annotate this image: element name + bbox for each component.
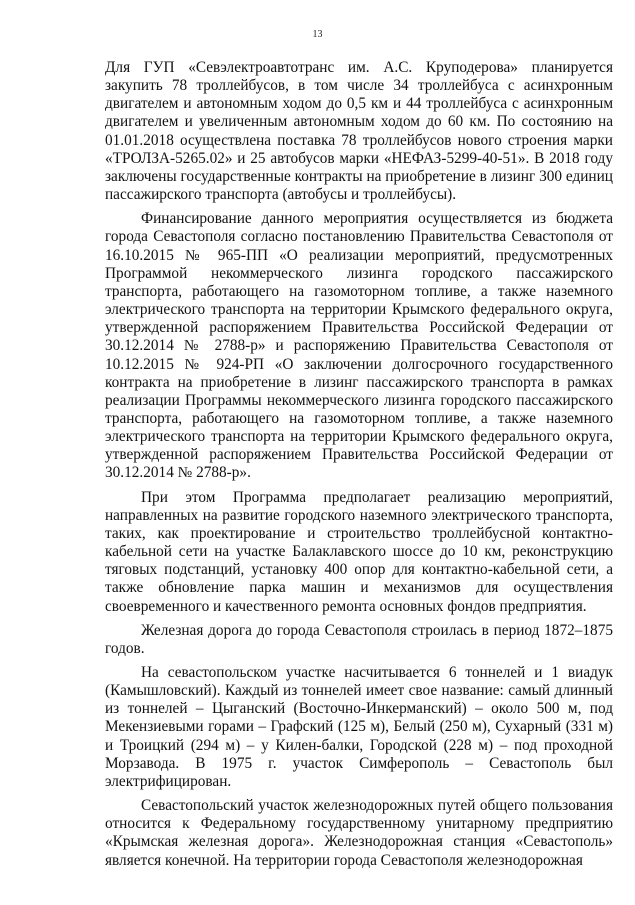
paragraph-tunnels: На севастопольском участке насчитывается 6 тоннелей и 1 виадук (Камышловский). Каждый из тоннелей имеет свое название: самый длинный из тоннелей – Цыганский (Восточно-Инкерманский) – около 500 м, под Мекензиевыми горами – Графский (125 м), Белый (250 м), Сухарный (331 м) и Троицкий (294 м) – у Килен-балки, Городской (228 м) – под проходной Морзавода. В 1975 г. участок Симферополь – Севастополь был электрифицирован.	[105, 664, 613, 790]
paragraph-financing: Финансирование данного мероприятия осуществляется из бюджета города Севастополя согласно постановлению Правительства Севастополя от 16.10.2015 № 965-ПП «О реализации мероприятий, предусмотренных Программой некоммерческого лизинга городского пассажирского транспорта, работающего на газомоторном топливе, а также наземного электрического транспорта на территории Крымского федерального округа, утвержденной распоряжением Правительства Российской Федерации от 30.12.2014 № 2788-р» и распоряжению Правительства Севастополя от 10.12.2015 № 924-РП «О заключении долгосрочного государственного контракта на приобретение в лизинг пассажирского транспорта в рамках реализации Программы некоммерческого лизинга городского пассажирского транспорта, работающего на газомоторном топливе, а также наземного электрического транспорта на территории Крымского федерального округа, утвержденной распоряжением Правительства Российской Федерации от 30.12.2014 № 2788-р».	[105, 210, 613, 482]
page-number: 13	[312, 29, 323, 40]
document-body	[105, 59, 613, 870]
paragraph-program-measures: При этом Программа предполагает реализацию мероприятий, направленных на развитие городского наземного электрического транспорта, таких, как проектирование и строительство троллейбусной контактно-кабельной сети на участке Балаклавского шоссе до 10 км, реконструкцию тяговых подстанций, установку 400 опор для контактно-кабельной сети, а также обновление парка машин и механизмов для осуществления своевременного и качественного ремонта основных фондов предприятия.	[105, 488, 613, 615]
paragraph-trolleybus-procurement: Для ГУП «Севэлектроавтотранс им. А.С. Круподерова» планируется закупить 78 троллейбусов, в том числе 34 троллейбуса с асинхронным двигателем и автономным ходом до 0,5 км и 44 троллейбуса с асинхронным двигателем и увеличенным автономным ходом до 60 км. По состоянию на 01.01.2018 осуществлена поставка 78 троллейбусов нового строения марки «ТРОЛЗА-5265.02» и 25 автобусов марки «НЕФАЗ-5299-40-51». В 2018 году заключены государственные контракты на приобретение в лизинг 300 единиц пассажирского транспорта (автобусы и троллейбусы).	[105, 59, 613, 204]
paragraph-railway-history: Железная дорога до города Севастополя строилась в период 1872–1875 годов.	[105, 621, 613, 657]
paragraph-railway-station: Севастопольский участок железнодорожных путей общего пользования относится к Федеральному государственному унитарному предприятию «Крымская железная дорога». Железнодорожная станция «Севастополь» является конечной. На территории города Севастополя железнодорожная	[105, 797, 613, 869]
